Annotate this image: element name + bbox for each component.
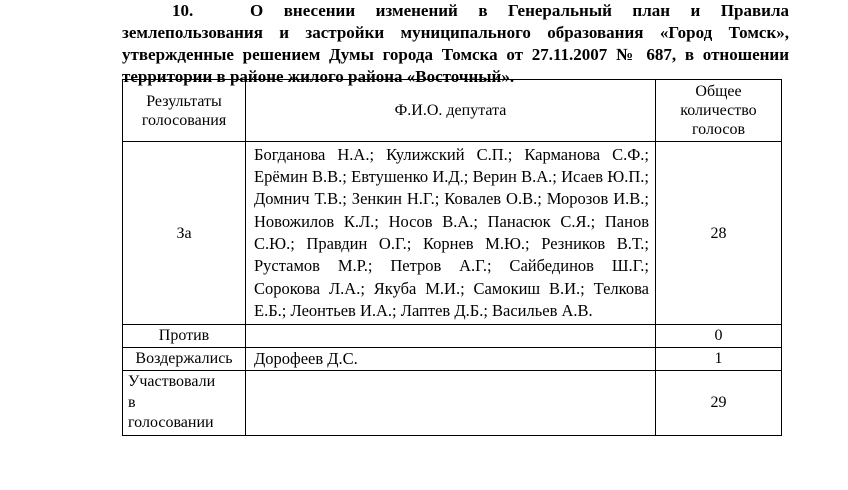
- row-for-names: Богданова Н.А.; Кулижский С.П.; Карманова С.Ф.; Ерёмин В.В.; Евтушенко И.Д.; Верин В.А.; Исаев Ю.П.; Домнич Т.В.; Зенкин Н.Г.; Ковалев О.В.; Морозов И.В.; Новожилов К.Л.; Носов В.А.; Панасюк С.Я.; Панов С.Ю.; Правдин О.Г.; Корнев М.Ю.; Резников В.Т.; Рустамов М.Р.; Петров А.Г.; Сайбединов Ш.Г.; Сорокова Л.А.; Якуба М.И.; Самокиш В.И.; Телкова Е.Б.; Леонтьев И.А.; Лаптев Д.Б.; Васильев А.В.: [246, 142, 656, 325]
- row-against-names: [246, 325, 656, 348]
- row-abstained-total: 1: [656, 348, 782, 371]
- row-abstained-result: Воздержались: [123, 348, 246, 371]
- header-names: Ф.И.О. депутата: [246, 80, 656, 142]
- row-against-total: 0: [656, 325, 782, 348]
- agenda-item-text: О внесении изменений в Генеральный план и Правила землепользования и застройки муниципального образования «Город Томск», утвержденные решением Думы города Томска от 27.11.2007 № 687, в отношении территории в районе жилого района «Восточный».: [122, 1, 789, 86]
- agenda-item-title: [122, 0, 789, 88]
- row-abstained-names: Дорофеев Д.С.: [246, 348, 656, 371]
- row-for-total: 28: [656, 142, 782, 325]
- row-against-result: Против: [123, 325, 246, 348]
- table-row-for: [123, 142, 782, 325]
- header-result: Результаты голосования: [123, 80, 246, 142]
- table-row-abstained: [123, 348, 782, 371]
- agenda-item-heading: [122, 0, 789, 88]
- header-total: Общее количество голосов: [656, 80, 782, 142]
- table-row-against: [123, 325, 782, 348]
- voting-results-table: [122, 79, 782, 436]
- row-participated-names: [246, 371, 656, 436]
- row-participated-result: Участвовали в голосовании: [123, 371, 246, 436]
- agenda-item-number: 10.: [172, 1, 194, 20]
- table-header-row: [123, 80, 782, 142]
- row-participated-total: 29: [656, 371, 782, 436]
- table-row-participated: [123, 371, 782, 436]
- row-for-result: За: [123, 142, 246, 325]
